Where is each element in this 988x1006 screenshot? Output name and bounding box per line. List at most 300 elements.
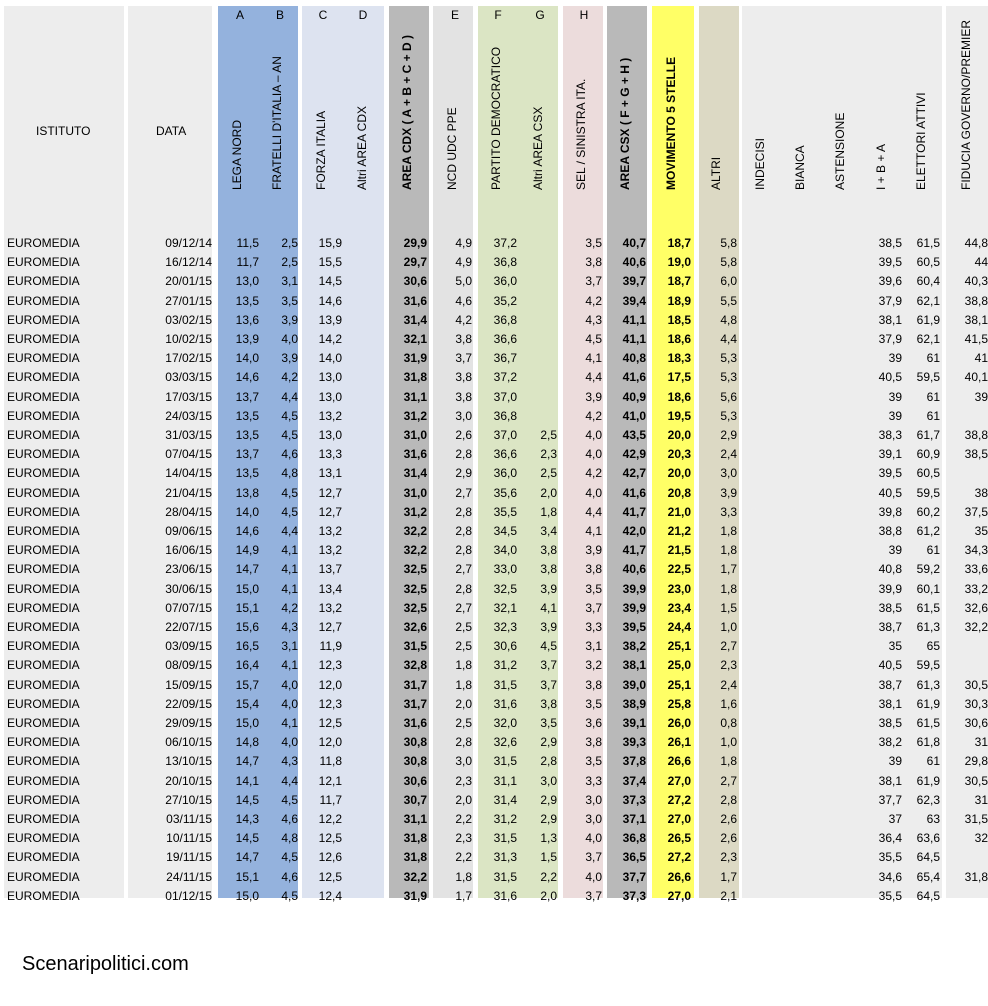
- cell-value: 25,1: [667, 677, 691, 692]
- cell-date: 15/09/15: [165, 677, 212, 692]
- vertical-header-wrap: [445, 30, 461, 204]
- cell-value: 43,5: [622, 428, 646, 442]
- cell-value: 39,1: [622, 716, 646, 730]
- cell-value: 41: [974, 351, 988, 366]
- cell-value: 14,6: [235, 370, 259, 385]
- cell-date: 22/09/15: [165, 696, 212, 711]
- cell-value: 29,7: [403, 255, 427, 270]
- cell-value: 5,3: [720, 408, 737, 423]
- cell-value: 20,0: [667, 466, 691, 481]
- cell-istituto: EUROMEDIA: [7, 428, 80, 442]
- cell-date: 07/07/15: [165, 600, 212, 615]
- cell-value: 1,8: [720, 754, 737, 769]
- cell-value: 15,9: [318, 236, 342, 250]
- cell-value: 31,8: [964, 869, 988, 884]
- cell-value: 4,2: [281, 600, 298, 615]
- cell-value: 40,5: [878, 370, 902, 385]
- cell-value: 32,6: [403, 620, 427, 634]
- cell-value: 4,5: [281, 504, 298, 519]
- cell-value: 31,6: [403, 447, 427, 462]
- cell-value: 32,1: [403, 332, 427, 346]
- cell-istituto: EUROMEDIA: [7, 620, 80, 634]
- cell-value: 2,6: [720, 812, 737, 826]
- cell-value: 13,5: [235, 293, 259, 308]
- cell-value: 27,0: [667, 812, 691, 826]
- cell-value: 21,2: [667, 524, 691, 538]
- cell-date: 30/06/15: [165, 581, 212, 596]
- cell-value: 61,9: [916, 696, 940, 711]
- cell-value: 31,8: [403, 831, 427, 846]
- vertical-header-wrap: [574, 30, 590, 204]
- cell-value: 1,8: [720, 581, 737, 596]
- cell-value: 12,7: [318, 620, 342, 634]
- cell-value: 3,8: [540, 696, 557, 711]
- cell-value: 37,2: [493, 236, 517, 250]
- cell-value: 38,5: [878, 716, 902, 730]
- cell-value: 61,9: [916, 312, 940, 327]
- cell-value: 4,0: [585, 869, 602, 884]
- cell-value: 36,8: [493, 255, 517, 270]
- cell-value: 4,1: [281, 581, 298, 596]
- cell-value: 1,5: [540, 850, 557, 865]
- cell-value: 31,7: [403, 696, 427, 711]
- cell-istituto: EUROMEDIA: [7, 562, 80, 577]
- cell-value: 1,8: [720, 524, 737, 538]
- cell-value: 23,4: [667, 600, 691, 615]
- cell-value: 35,6: [493, 485, 517, 500]
- cell-value: 2,3: [455, 831, 472, 846]
- cell-value: 3,0: [585, 792, 602, 807]
- cell-value: 3,5: [585, 236, 602, 250]
- cell-value: 1,7: [720, 869, 737, 884]
- cell-value: 1,8: [540, 504, 557, 519]
- cell-value: 4,2: [585, 408, 602, 423]
- cell-value: 36,8: [493, 408, 517, 423]
- cell-value: 4,5: [281, 850, 298, 865]
- cell-value: 2,5: [455, 716, 472, 730]
- cell-value: 31,6: [403, 293, 427, 308]
- cell-istituto: EUROMEDIA: [7, 351, 80, 366]
- cell-value: 12,4: [318, 888, 342, 903]
- cell-value: 11,5: [236, 236, 259, 250]
- cell-value: 3,9: [281, 351, 298, 366]
- cell-value: 37,3: [622, 888, 646, 903]
- cell-value: 3,1: [281, 639, 298, 654]
- cell-value: 40,7: [622, 236, 646, 250]
- cell-value: 32,5: [403, 581, 427, 596]
- cell-value: 1,8: [455, 677, 472, 692]
- cell-value: 4,0: [281, 735, 298, 750]
- cell-value: 1,5: [720, 600, 737, 615]
- cell-value: 34,3: [964, 543, 988, 558]
- cell-value: 30,6: [403, 274, 427, 289]
- cell-value: 13,3: [318, 447, 342, 462]
- cell-value: 32,2: [403, 869, 427, 884]
- cell-value: 30,8: [403, 735, 427, 750]
- cell-date: 20/01/15: [165, 274, 212, 289]
- cell-value: 31,5: [403, 639, 427, 654]
- cell-value: 61,3: [916, 620, 940, 634]
- cell-value: 12,3: [318, 658, 342, 673]
- cell-value: 3,0: [455, 408, 472, 423]
- cell-value: 15,1: [235, 869, 259, 884]
- cell-value: 31,3: [493, 850, 517, 865]
- header-istituto: ISTITUTO: [36, 124, 91, 138]
- column-letter: G: [535, 8, 545, 22]
- cell-value: 13,0: [318, 428, 342, 442]
- cell-value: 3,5: [585, 581, 602, 596]
- cell-value: 4,1: [585, 351, 602, 366]
- cell-value: 27,0: [667, 888, 691, 903]
- cell-value: 4,4: [720, 332, 737, 346]
- cell-value: 32,3: [493, 620, 517, 634]
- cell-date: 13/10/15: [165, 754, 212, 769]
- cell-value: 14,0: [235, 351, 259, 366]
- cell-value: 63: [926, 812, 940, 826]
- cell-date: 22/07/15: [165, 620, 212, 634]
- cell-value: 61,5: [916, 600, 940, 615]
- cell-value: 35,5: [493, 504, 517, 519]
- cell-value: 41,6: [622, 485, 646, 500]
- cell-date: 21/04/15: [165, 485, 212, 500]
- cell-value: 3,8: [540, 543, 557, 558]
- cell-value: 44,8: [964, 236, 988, 250]
- cell-value: 4,5: [281, 888, 298, 903]
- cell-value: 3,9: [281, 312, 298, 327]
- cell-value: 31,5: [493, 677, 517, 692]
- cell-value: 4,0: [281, 677, 298, 692]
- cell-value: 15,5: [318, 255, 342, 270]
- header-area-csx: AREA CSX ( F + G + H ): [618, 57, 632, 190]
- cell-value: 4,5: [281, 792, 298, 807]
- cell-value: 31,2: [403, 408, 427, 423]
- cell-value: 3,0: [585, 812, 602, 826]
- vertical-header-wrap: [709, 30, 725, 204]
- cell-value: 3,8: [455, 332, 472, 346]
- cell-value: 41,1: [622, 332, 646, 346]
- cell-date: 03/09/15: [165, 639, 212, 654]
- cell-value: 15,4: [235, 696, 259, 711]
- header-ncd: NCD UDC PPE: [445, 107, 459, 190]
- cell-value: 61,9: [916, 773, 940, 788]
- cell-istituto: EUROMEDIA: [7, 543, 80, 558]
- cell-value: 40,9: [622, 389, 646, 404]
- cell-istituto: EUROMEDIA: [7, 466, 80, 481]
- vertical-header-wrap: [793, 30, 809, 204]
- cell-value: 12,7: [318, 485, 342, 500]
- cell-value: 27,2: [667, 850, 691, 865]
- cell-value: 38,7: [878, 620, 902, 634]
- cell-value: 2,5: [281, 255, 298, 270]
- cell-value: 14,5: [235, 792, 259, 807]
- cell-value: 60,4: [916, 274, 940, 289]
- cell-value: 3,7: [585, 274, 602, 289]
- cell-istituto: EUROMEDIA: [7, 370, 80, 385]
- cell-value: 32: [974, 831, 988, 846]
- cell-value: 3,5: [281, 293, 298, 308]
- cell-value: 3,5: [585, 696, 602, 711]
- cell-value: 30,3: [964, 696, 988, 711]
- cell-value: 41,1: [622, 312, 646, 327]
- cell-value: 4,4: [281, 773, 298, 788]
- cell-value: 2,8: [455, 543, 472, 558]
- cell-value: 29,9: [403, 236, 427, 250]
- cell-value: 31,7: [403, 677, 427, 692]
- cell-value: 4,4: [281, 524, 298, 538]
- cell-istituto: EUROMEDIA: [7, 812, 80, 826]
- cell-istituto: EUROMEDIA: [7, 850, 80, 865]
- cell-value: 39: [888, 543, 902, 558]
- cell-date: 20/10/15: [165, 773, 212, 788]
- cell-value: 2,0: [455, 696, 472, 711]
- cell-value: 13,6: [235, 312, 259, 327]
- cell-value: 38,2: [622, 639, 646, 654]
- cell-value: 38,8: [878, 524, 902, 538]
- column-letter: B: [275, 8, 284, 22]
- cell-value: 12,7: [318, 504, 342, 519]
- cell-value: 12,5: [318, 869, 342, 884]
- cell-date: 27/10/15: [165, 792, 212, 807]
- cell-value: 2,6: [455, 428, 472, 442]
- cell-value: 37,0: [493, 428, 517, 442]
- cell-value: 64,5: [916, 850, 940, 865]
- cell-value: 36,4: [878, 831, 902, 846]
- cell-value: 32,6: [964, 600, 988, 615]
- cell-value: 15,0: [235, 888, 259, 903]
- cell-value: 31,0: [403, 485, 427, 500]
- cell-istituto: EUROMEDIA: [7, 773, 80, 788]
- cell-value: 4,2: [585, 293, 602, 308]
- cell-value: 14,0: [235, 504, 259, 519]
- cell-value: 35: [888, 639, 902, 654]
- cell-value: 41,7: [622, 504, 646, 519]
- cell-value: 3,8: [585, 677, 602, 692]
- cell-value: 27,2: [667, 792, 691, 807]
- cell-value: 36,0: [493, 466, 517, 481]
- cell-value: 2,5: [540, 466, 557, 481]
- cell-date: 09/12/14: [165, 236, 212, 250]
- cell-value: 36,5: [622, 850, 646, 865]
- cell-value: 39,3: [622, 735, 646, 750]
- cell-value: 1,7: [455, 888, 472, 903]
- cell-istituto: EUROMEDIA: [7, 888, 80, 903]
- vertical-header-wrap: [314, 30, 330, 204]
- cell-value: 37,2: [493, 370, 517, 385]
- cell-istituto: EUROMEDIA: [7, 677, 80, 692]
- cell-value: 13,2: [318, 524, 342, 538]
- cell-value: 21,5: [667, 543, 691, 558]
- cell-value: 30,6: [964, 716, 988, 730]
- column-letter: E: [450, 8, 459, 22]
- cell-value: 4,6: [455, 293, 472, 308]
- cell-value: 40,3: [964, 274, 988, 289]
- cell-value: 19,5: [667, 408, 691, 423]
- cell-value: 2,0: [455, 792, 472, 807]
- cell-value: 37,3: [622, 792, 646, 807]
- cell-value: 34,6: [878, 869, 902, 884]
- cell-value: 63,6: [916, 831, 940, 846]
- cell-value: 61,5: [916, 236, 940, 250]
- cell-value: 1,0: [720, 735, 737, 750]
- cell-value: 14,6: [235, 524, 259, 538]
- cell-value: 3,3: [585, 620, 602, 634]
- cell-istituto: EUROMEDIA: [7, 696, 80, 711]
- header-m5s: MOVIMENTO 5 STELLE: [664, 56, 678, 190]
- cell-value: 65: [926, 639, 940, 654]
- cell-value: 62,1: [916, 332, 940, 346]
- cell-value: 3,5: [540, 716, 557, 730]
- cell-value: 1,0: [720, 620, 737, 634]
- vertical-header-wrap: [230, 30, 246, 204]
- cell-value: 39,8: [878, 504, 902, 519]
- cell-istituto: EUROMEDIA: [7, 754, 80, 769]
- cell-value: 5,6: [720, 389, 737, 404]
- cell-value: 4,2: [281, 370, 298, 385]
- cell-value: 5,8: [720, 255, 737, 270]
- cell-value: 32,5: [403, 562, 427, 577]
- cell-value: 4,5: [281, 485, 298, 500]
- vertical-header-wrap: [489, 30, 505, 204]
- cell-value: 2,5: [455, 620, 472, 634]
- cell-value: 38,2: [878, 735, 902, 750]
- cell-value: 26,5: [667, 831, 691, 846]
- vertical-header-wrap: [400, 30, 416, 204]
- cell-istituto: EUROMEDIA: [7, 312, 80, 327]
- cell-value: 2,3: [720, 658, 737, 673]
- cell-value: 2,3: [455, 773, 472, 788]
- cell-value: 2,8: [455, 447, 472, 462]
- cell-value: 3,7: [585, 850, 602, 865]
- cell-value: 4,8: [281, 466, 298, 481]
- cell-value: 13,0: [318, 370, 342, 385]
- cell-value: 14,7: [235, 562, 259, 577]
- cell-value: 2,8: [455, 581, 472, 596]
- cell-value: 16,5: [235, 639, 259, 654]
- cell-value: 4,9: [455, 255, 472, 270]
- cell-value: 37,4: [622, 773, 646, 788]
- cell-value: 2,7: [455, 600, 472, 615]
- cell-value: 31,2: [403, 504, 427, 519]
- cell-value: 2,2: [455, 850, 472, 865]
- cell-value: 38,5: [878, 236, 902, 250]
- cell-value: 31,5: [964, 812, 988, 826]
- cell-value: 14,3: [235, 812, 259, 826]
- cell-value: 35: [974, 524, 988, 538]
- cell-value: 15,1: [235, 600, 259, 615]
- cell-value: 35,5: [878, 888, 902, 903]
- header-astensione: ASTENSIONE: [833, 112, 847, 190]
- cell-value: 4,8: [281, 831, 298, 846]
- cell-value: 2,7: [720, 639, 737, 654]
- cell-value: 4,1: [585, 524, 602, 538]
- header-sel: SEL / SINISTRA ITA.: [574, 78, 588, 190]
- cell-value: 3,0: [455, 754, 472, 769]
- cell-value: 4,1: [281, 543, 298, 558]
- cell-value: 42,7: [622, 466, 646, 481]
- cell-date: 24/03/15: [165, 408, 212, 423]
- cell-value: 18,7: [667, 274, 691, 289]
- header-fdi: FRATELLI D'ITALIA – AN: [270, 56, 284, 190]
- cell-istituto: EUROMEDIA: [7, 504, 80, 519]
- cell-date: 31/03/15: [165, 428, 212, 442]
- cell-value: 59,5: [916, 485, 940, 500]
- cell-value: 3,8: [585, 735, 602, 750]
- column-letter: A: [235, 8, 244, 22]
- vertical-header-wrap: [833, 30, 849, 204]
- cell-date: 17/02/15: [165, 351, 212, 366]
- cell-value: 14,0: [318, 351, 342, 366]
- cell-date: 03/02/15: [165, 312, 212, 327]
- cell-value: 12,1: [318, 773, 342, 788]
- vertical-header-wrap: [531, 30, 547, 204]
- cell-value: 4,6: [281, 812, 298, 826]
- cell-value: 2,9: [540, 735, 557, 750]
- cell-date: 16/12/14: [165, 255, 212, 270]
- cell-value: 4,5: [585, 332, 602, 346]
- cell-value: 1,7: [720, 562, 737, 577]
- cell-value: 5,8: [720, 236, 737, 250]
- cell-value: 4,0: [281, 332, 298, 346]
- cell-value: 64,5: [916, 888, 940, 903]
- cell-value: 13,5: [235, 466, 259, 481]
- cell-value: 32,5: [493, 581, 517, 596]
- cell-value: 4,4: [585, 504, 602, 519]
- cell-value: 6,0: [720, 274, 737, 289]
- cell-value: 3,0: [540, 773, 557, 788]
- cell-value: 36,6: [493, 332, 517, 346]
- cell-value: 3,7: [585, 888, 602, 903]
- cell-value: 31,9: [403, 351, 427, 366]
- cell-istituto: EUROMEDIA: [7, 408, 80, 423]
- cell-value: 61: [926, 408, 940, 423]
- cell-value: 17,5: [667, 370, 691, 385]
- cell-value: 3,1: [585, 639, 602, 654]
- cell-value: 14,7: [235, 754, 259, 769]
- cell-value: 60,9: [916, 447, 940, 462]
- cell-value: 30,6: [493, 639, 517, 654]
- header-lega: LEGA NORD: [230, 119, 244, 190]
- cell-date: 10/11/15: [166, 831, 212, 846]
- cell-value: 38,1: [878, 312, 902, 327]
- header-altri-csx: Altri AREA CSX: [531, 106, 545, 190]
- cell-value: 2,8: [540, 754, 557, 769]
- cell-istituto: EUROMEDIA: [7, 274, 80, 289]
- header-elettori: ELETTORI ATTIVI: [914, 92, 928, 190]
- cell-value: 38,1: [878, 773, 902, 788]
- cell-value: 3,0: [720, 466, 737, 481]
- cell-date: 23/06/15: [165, 562, 212, 577]
- cell-value: 31,5: [493, 754, 517, 769]
- cell-value: 2,6: [720, 831, 737, 846]
- cell-value: 3,2: [585, 658, 602, 673]
- cell-value: 3,8: [585, 255, 602, 270]
- cell-value: 2,7: [720, 773, 737, 788]
- cell-value: 25,1: [667, 639, 691, 654]
- cell-value: 31,5: [493, 831, 517, 846]
- cell-istituto: EUROMEDIA: [7, 293, 80, 308]
- header-data: DATA: [156, 124, 187, 138]
- cell-value: 41,0: [622, 408, 646, 423]
- cell-date: 10/02/15: [165, 332, 212, 346]
- cell-value: 2,1: [720, 888, 737, 903]
- cell-value: 25,8: [667, 696, 691, 711]
- cell-value: 11,8: [319, 754, 342, 769]
- cell-value: 42,0: [622, 524, 646, 538]
- cell-date: 24/11/15: [166, 869, 212, 884]
- cell-date: 16/06/15: [165, 543, 212, 558]
- cell-value: 14,2: [318, 332, 342, 346]
- cell-value: 15,6: [235, 620, 259, 634]
